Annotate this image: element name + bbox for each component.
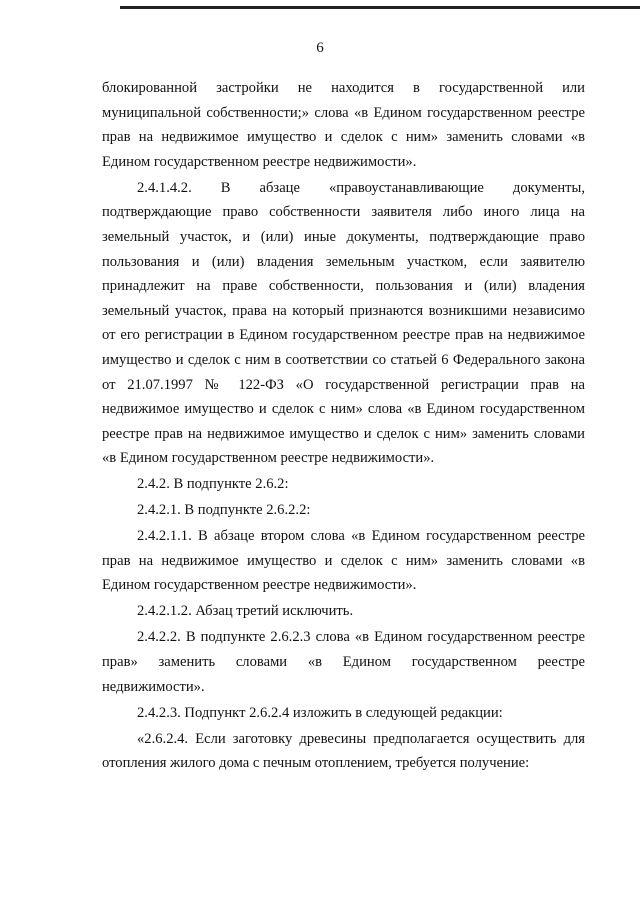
paragraph: блокированной застройки не находится в государственной или муниципальной собственности;» слова «в Едином государственном реестре прав на недвижимое имущество и сделок с ним» заменить словами «в Едином государственном реестре недвижимости». xyxy=(102,80,585,170)
document-body xyxy=(102,76,585,777)
paragraph: 2.4.2.3. Подпункт 2.6.2.4 изложить в следующей редакции: xyxy=(137,704,503,721)
paragraph: 2.4.2.1. В подпункте 2.6.2.2: xyxy=(137,502,311,519)
paragraph: 2.4.2. В подпункте 2.6.2: xyxy=(137,476,289,493)
page-number: 6 xyxy=(316,40,324,56)
paragraph: 2.4.1.4.2. В абзаце «правоустанавливающие документы, подтверждающие право собственности заявителя либо иного лица на земельный участок, и (или) иные документы, подтверждающие право пользования и (или) владения земельным участком, если заявителю принадлежит на праве собственности, пользования и (или) владения земельный участок, права на который признаются возникшими независимо от его регистрации в Едином государственном реестре прав на недвижимое имущество и сделок с ним в соответствии со статьей 6 Федерального закона от 21.07.1997 № 122-ФЗ «О государственной регистрации прав на недвижимое имущество и сделок с ним» слова «в Едином государственном реестре прав на недвижимое имущество и сделок с ним» заменить словами «в Едином государственном реестре недвижимости». xyxy=(102,179,585,467)
paragraph: 2.4.2.1.1. В абзаце втором слова «в Едином государственном реестре прав на недвижимое имущество и сделок с ним» заменить словами «в Едином государственном реестре недвижимости». xyxy=(102,528,585,594)
paragraph: 2.4.2.1.2. Абзац третий исключить. xyxy=(137,603,354,620)
top-border-line xyxy=(120,6,640,9)
paragraph: 2.4.2.2. В подпункте 2.6.2.3 слова «в Едином государственном реестре прав» заменить словами «в Едином государственном реестре недвижимости». xyxy=(102,629,585,695)
paragraph: «2.6.2.4. Если заготовку древесины предполагается осуществить для отопления жилого дома с печным отоплением, требуется получение: xyxy=(102,730,585,772)
